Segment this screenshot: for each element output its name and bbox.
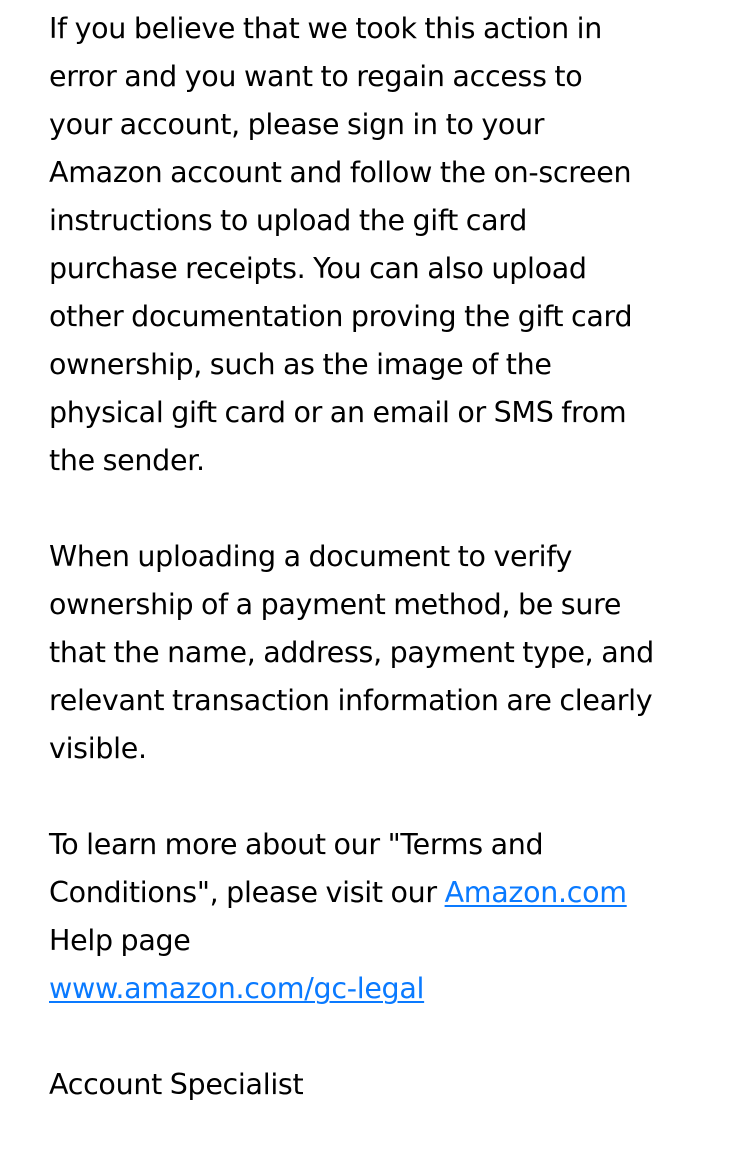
paragraph-document-upload [49,533,719,773]
text-line: ownership, such as the image of the [49,348,552,381]
text-line: your account, please sign in to your [49,108,545,141]
signature [49,1061,719,1109]
text-line: error and you want to regain access to [49,60,583,93]
text-line: that the name, address, payment type, and [49,636,654,669]
signature-text: Account Specialist [49,1068,304,1101]
text-line: purchase receipts. You can also upload [49,252,587,285]
email-body [49,5,719,1157]
text-line: Amazon account and follow the on-screen [49,156,632,189]
text-line [49,965,719,1013]
gc-legal-link[interactable]: www.amazon.com/gc-legal [49,972,425,1005]
amazon-com-link[interactable]: Amazon.com [444,876,627,909]
text-line: visible. [49,732,147,765]
paragraph-appeal-instructions [49,5,719,485]
text-line: the sender. [49,444,205,477]
text-line: Help page [49,924,191,957]
text-line: To learn more about our "Terms and [49,828,544,861]
text-line: ownership of a payment method, be sure [49,588,622,621]
text-line: relevant transaction information are clearly [49,684,653,717]
text-line [49,869,719,917]
paragraph-terms [49,821,719,1013]
text-line: If you believe that we took this action in [49,12,603,45]
text-line: physical gift card or an email or SMS from [49,396,627,429]
text-line: other documentation proving the gift card [49,300,633,333]
text-segment: Conditions", please visit our [49,876,445,909]
text-line: When uploading a document to verify [49,540,573,573]
text-line: instructions to upload the gift card [49,204,527,237]
